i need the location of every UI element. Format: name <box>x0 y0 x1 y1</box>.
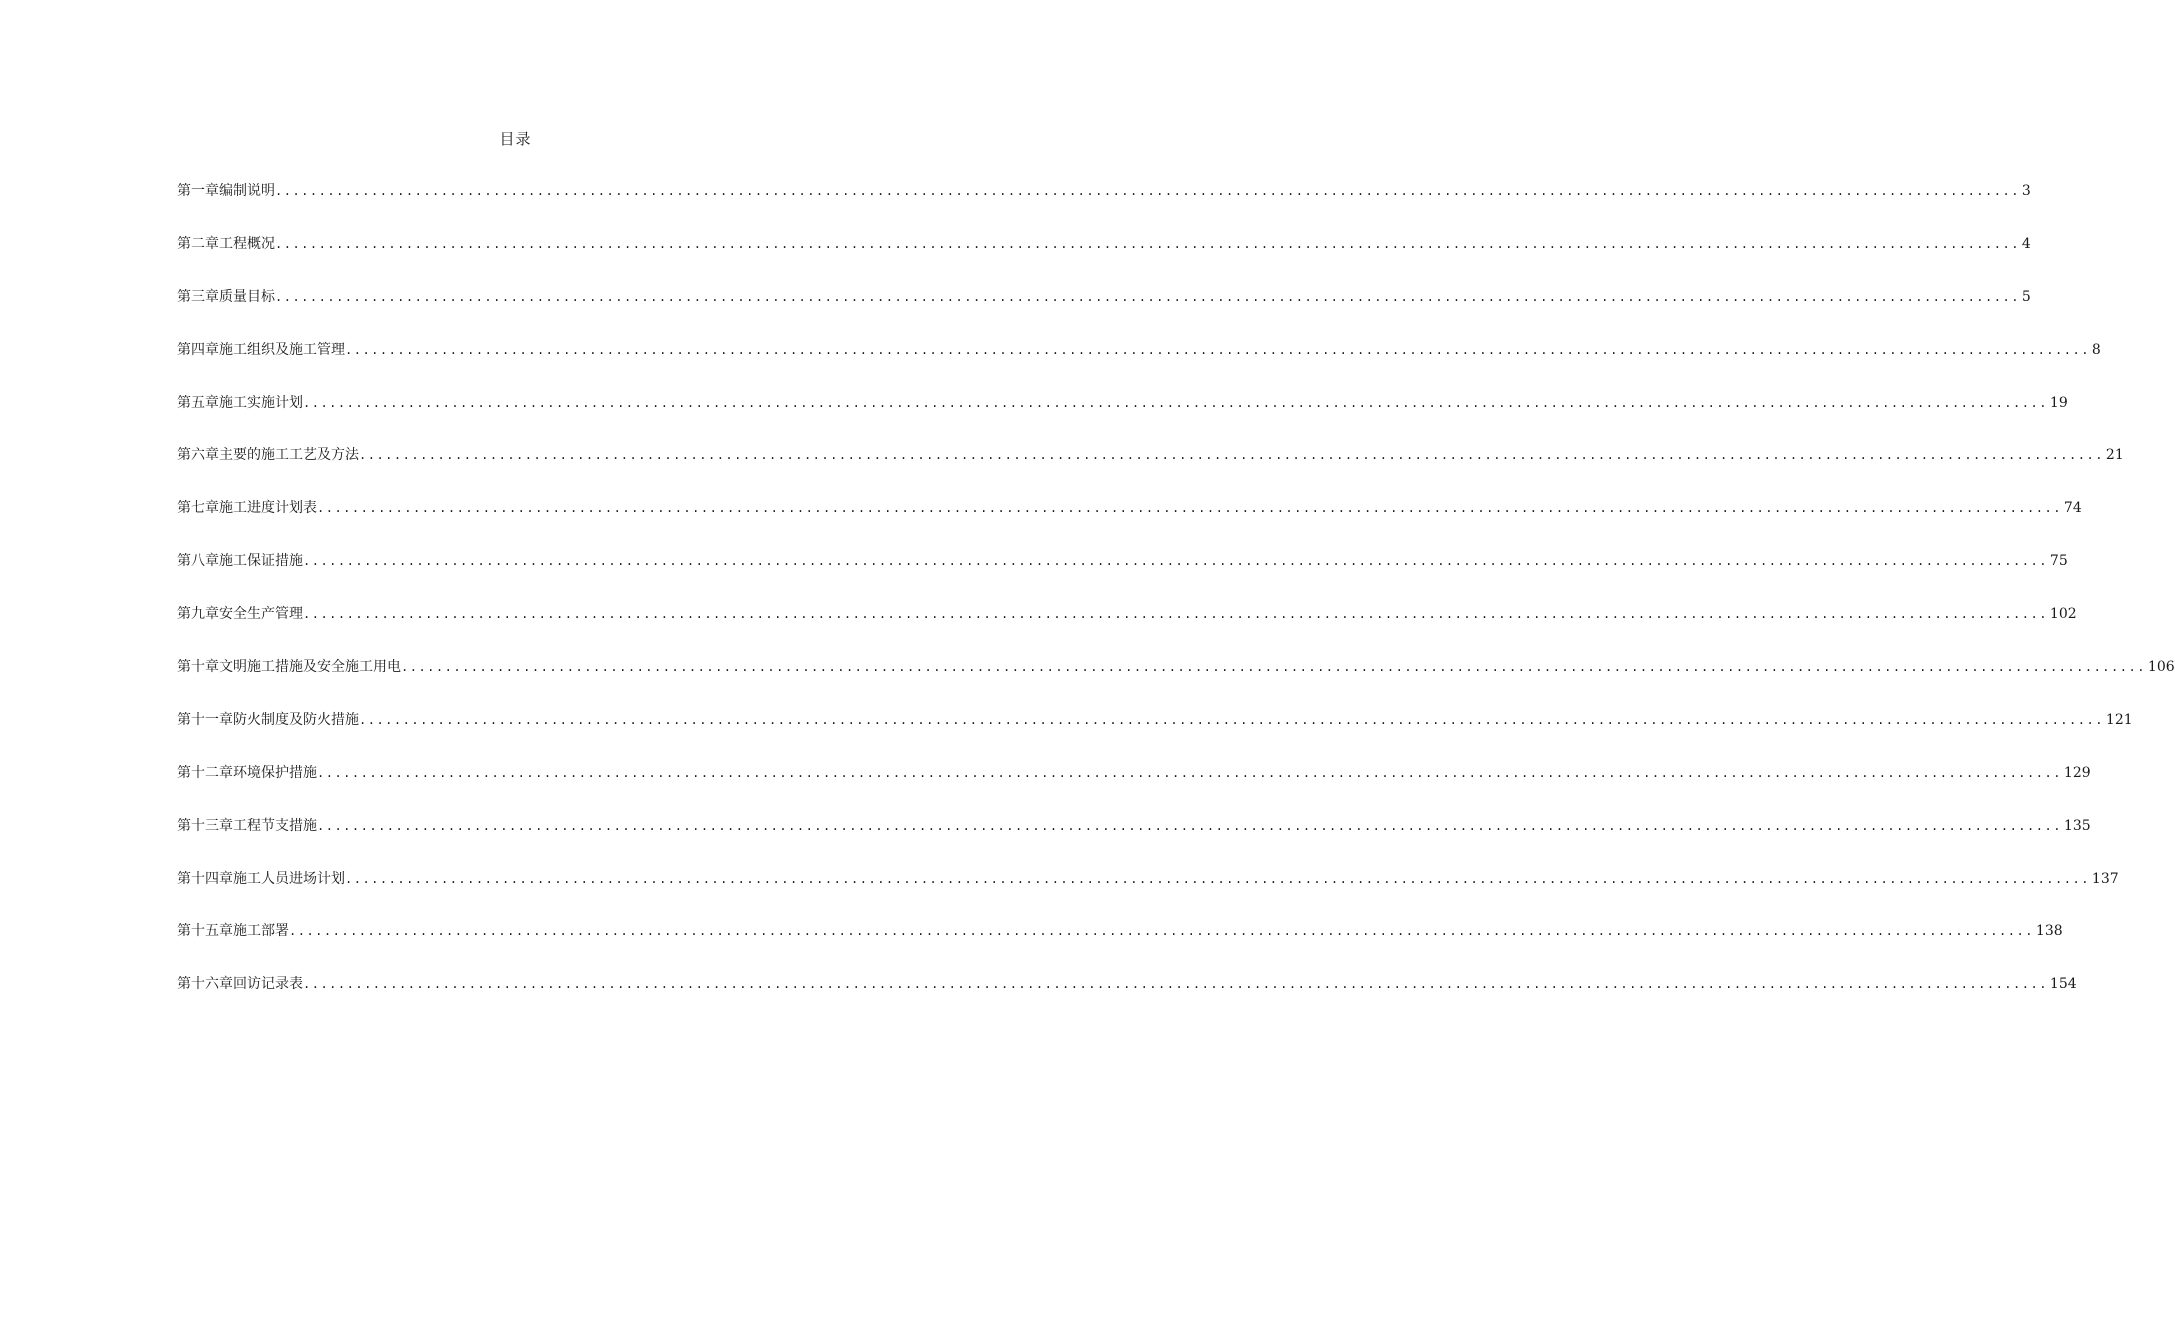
toc-page-number: 19 <box>2049 394 2068 411</box>
toc-chapter-number: 第十四章 <box>177 870 233 887</box>
toc-dot-leader: ........................................................................................................................................................................................................ <box>401 660 2146 675</box>
toc-dot-leader: ........................................................................................................................................................................................................ <box>303 395 2048 410</box>
toc-entry[interactable] <box>177 339 2101 392</box>
toc-entry[interactable] <box>177 815 2091 868</box>
toc-page-number: 5 <box>2021 288 2031 305</box>
toc-page-number: 3 <box>2021 183 2031 199</box>
toc-page-number: 74 <box>2063 500 2082 517</box>
toc-entry[interactable] <box>177 920 2063 973</box>
toc-page-number: 154 <box>2049 976 2077 993</box>
toc-chapter-heading: 质量目标 <box>219 288 275 305</box>
toc-chapter-number: 第四章 <box>177 341 219 358</box>
toc-page-number: 4 <box>2021 235 2031 252</box>
toc-chapter-number: 第一章 <box>177 183 219 199</box>
toc-entry[interactable] <box>177 444 2124 497</box>
toc-dot-leader: ........................................................................................................................................................................................................ <box>317 818 2062 833</box>
toc-page-number: 137 <box>2091 870 2119 887</box>
toc-dot-leader: ........................................................................................................................................................................................................ <box>317 765 2062 780</box>
toc-dot-leader: ........................................................................................................................................................................................................ <box>289 924 2034 939</box>
toc-entry[interactable] <box>177 656 2175 709</box>
toc-chapter-number: 第六章 <box>177 447 219 464</box>
toc-entry[interactable] <box>177 392 2068 445</box>
toc-chapter-heading: 主要的施工工艺及方法 <box>219 447 359 464</box>
toc-dot-leader: ........................................................................................................................................................................................................ <box>345 342 2090 357</box>
toc-page-number: 135 <box>2063 817 2091 834</box>
toc-chapter-heading: 工程节支措施 <box>233 817 317 834</box>
toc-dot-leader: ........................................................................................................................................................................................................ <box>275 184 2020 198</box>
toc-chapter-number: 第十六章 <box>177 976 233 993</box>
toc-chapter-heading: 施工实施计划 <box>219 394 303 411</box>
toc-chapter-number: 第十三章 <box>177 817 233 834</box>
toc-entry[interactable] <box>177 709 2133 762</box>
toc-page-number: 138 <box>2035 923 2063 940</box>
toc-entry[interactable] <box>177 762 2091 815</box>
toc-page-number: 121 <box>2105 711 2133 728</box>
toc-chapter-heading: 安全生产管理 <box>219 606 303 623</box>
toc-chapter-number: 第十二章 <box>177 764 233 781</box>
toc-dot-leader: ........................................................................................................................................................................................................ <box>275 289 2020 304</box>
toc-page-number: 21 <box>2105 447 2124 464</box>
toc-page-number: 106 <box>2147 659 2175 676</box>
toc-page-number: 102 <box>2049 606 2077 623</box>
toc-dot-leader: ........................................................................................................................................................................................................ <box>303 607 2048 622</box>
toc-dot-leader: ........................................................................................................................................................................................................ <box>345 871 2090 886</box>
toc-entry[interactable] <box>177 497 2082 550</box>
toc-chapter-number: 第十五章 <box>177 923 233 940</box>
toc-dot-leader: ........................................................................................................................................................................................................ <box>359 712 2104 727</box>
toc-entry[interactable] <box>177 233 2031 286</box>
toc-chapter-number: 第九章 <box>177 606 219 623</box>
toc-chapter-number: 第五章 <box>177 394 219 411</box>
toc-entry[interactable] <box>177 286 2031 339</box>
toc-chapter-heading: 回访记录表 <box>233 976 303 993</box>
toc-chapter-heading: 施工保证措施 <box>219 553 303 570</box>
toc-page-number: 129 <box>2063 764 2091 781</box>
toc-page-number: 75 <box>2049 553 2068 570</box>
toc-chapter-number: 第十一章 <box>177 711 233 728</box>
toc-entry[interactable] <box>177 973 2077 1026</box>
toc-list <box>177 180 2175 1026</box>
toc-chapter-heading: 施工部署 <box>233 923 289 940</box>
toc-page-number: 8 <box>2091 341 2101 358</box>
toc-chapter-number: 第二章 <box>177 235 219 252</box>
toc-chapter-heading: 工程概况 <box>219 235 275 252</box>
toc-chapter-heading: 施工组织及施工管理 <box>219 341 345 358</box>
toc-chapter-number: 第三章 <box>177 288 219 305</box>
toc-entry[interactable] <box>177 550 2068 603</box>
toc-dot-leader: ........................................................................................................................................................................................................ <box>359 448 2104 463</box>
toc-chapter-heading: 施工进度计划表 <box>219 500 317 517</box>
toc-chapter-heading: 防火制度及防火措施 <box>233 711 359 728</box>
toc-chapter-heading: 施工人员进场计划 <box>233 870 345 887</box>
toc-chapter-heading: 文明施工措施及安全施工用电 <box>219 659 401 676</box>
toc-title: 目录 <box>499 130 532 148</box>
toc-chapter-number: 第十章 <box>177 659 219 676</box>
toc-entry[interactable] <box>177 603 2077 656</box>
toc-chapter-heading: 编制说明 <box>219 183 275 199</box>
toc-chapter-number: 第七章 <box>177 500 219 517</box>
toc-dot-leader: ........................................................................................................................................................................................................ <box>275 236 2020 251</box>
toc-dot-leader: ........................................................................................................................................................................................................ <box>317 501 2062 516</box>
toc-entry[interactable] <box>177 868 2119 921</box>
toc-chapter-heading: 环境保护措施 <box>233 764 317 781</box>
toc-dot-leader: ........................................................................................................................................................................................................ <box>303 977 2048 992</box>
toc-dot-leader: ........................................................................................................................................................................................................ <box>303 554 2048 569</box>
toc-entry[interactable] <box>177 180 2031 233</box>
toc-chapter-number: 第八章 <box>177 553 219 570</box>
